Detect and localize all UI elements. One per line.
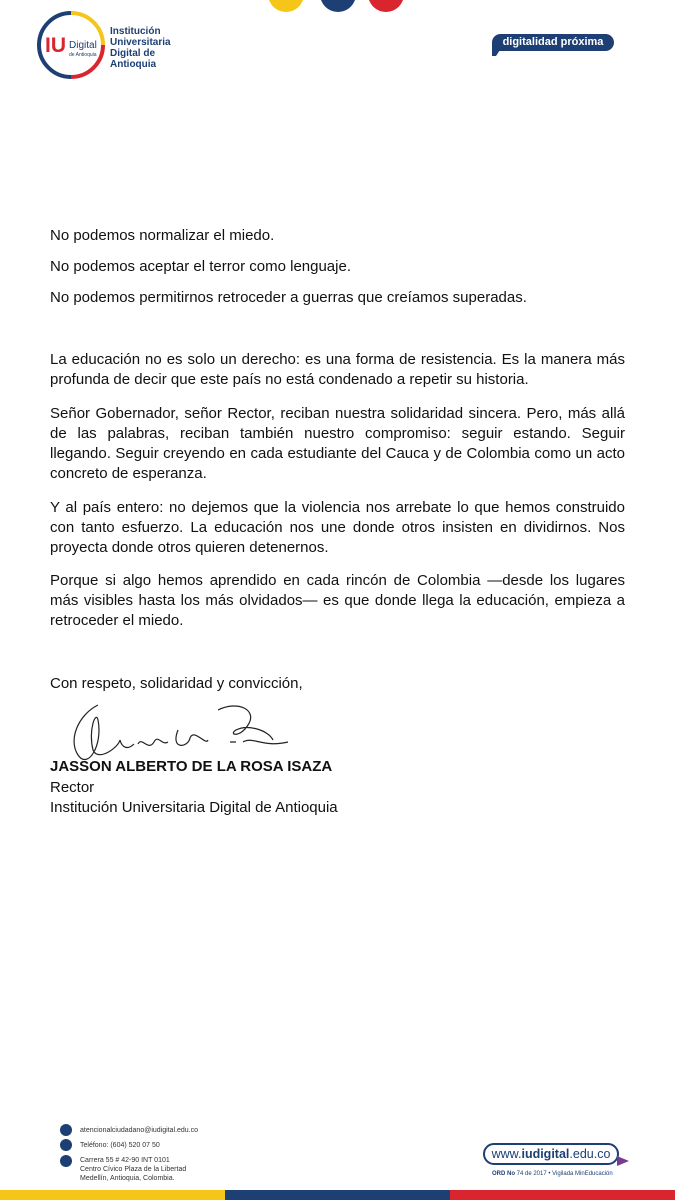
institution-line: Institución: [110, 26, 161, 37]
email-icon: [60, 1124, 72, 1136]
web-suffix: .edu.co: [569, 1147, 611, 1161]
top-blue-dot: [320, 0, 356, 12]
institution-line: Antioquia: [110, 59, 157, 70]
iu-digital-logo: [36, 10, 106, 80]
signer-institution: Institución Universitaria Digital de Antioquia: [50, 799, 338, 816]
institution-name: [110, 26, 171, 70]
institution-line: Digital de: [110, 48, 156, 59]
paragraph-2: Señor Gobernador, señor Rector, reciban nuestra solidaridad sincera. Pero, más allá de las palabras, reciban también nuestro compromiso: seguir estando. Seguir llegando. Seguir creyendo en cada estudiante del Cauca y de Colombia como un acto concreto de esperanza.: [50, 405, 625, 482]
footer-address-2: Centro Cívico Plaza de la Libertad: [80, 1166, 187, 1173]
website-link[interactable]: [483, 1143, 619, 1165]
ord-bold: ORD No: [492, 1171, 515, 1177]
digitalidad-badge: digitalidad próxima: [492, 34, 614, 51]
logo-mark: IU: [45, 34, 66, 57]
top-yellow-dot: [268, 0, 304, 12]
logo-word: Digital: [69, 40, 97, 51]
letter-line-1: No podemos normalizar el miedo.: [50, 227, 275, 244]
bottom-bar-yellow: [0, 1190, 225, 1200]
paragraph-4: Porque si algo hemos aprendido en cada rincón de Colombia —desde los lugares más visibles hasta los más olvidados— es que donde llega la educación, empieza a retroceder el miedo.: [50, 572, 625, 629]
badge-tail: [492, 47, 502, 56]
web-tail: [617, 1156, 629, 1166]
location-icon: [60, 1155, 72, 1167]
footer-address-3: Medellín, Antioquia, Colombia.: [80, 1175, 175, 1182]
ord-rest: 74 de 2017 • Vigilada MinEducación: [515, 1171, 613, 1177]
ord-note: [492, 1171, 613, 1177]
letter-line-3: No podemos permitirnos retroceder a guerras que creíamos superadas.: [50, 289, 527, 306]
closing-line: Con respeto, solidaridad y convicción,: [50, 675, 303, 692]
footer-email: atencionalciudadano@iudigital.edu.co: [80, 1127, 199, 1134]
footer-address-1: Carrera 55 # 42-90 INT 0101: [80, 1157, 170, 1164]
logo-sub: de Antioquia: [69, 52, 97, 58]
bottom-bar-red: [450, 1190, 675, 1200]
web-prefix: www.: [491, 1147, 522, 1161]
signer-name: JASSON ALBERTO DE LA ROSA ISAZA: [50, 758, 333, 775]
top-red-dot: [368, 0, 404, 12]
bottom-bar-blue: [225, 1190, 450, 1200]
signer-role: Rector: [50, 779, 95, 796]
phone-icon: [60, 1139, 72, 1151]
paragraph-3: Y al país entero: no dejemos que la violencia nos arrebate lo que hemos construido con tanto esfuerzo. La educación nos une donde otros insisten en dividirnos. Nos proyecta donde otros quieren detenernos.: [50, 499, 625, 556]
letter-line-2: No podemos aceptar el terror como lenguaje.: [50, 258, 351, 275]
paragraph-1: La educación no es solo un derecho: es una forma de resistencia. Es la manera más profunda de decir que este país no está condenado a repetir su historia.: [50, 351, 625, 388]
web-bold: iudigital: [521, 1147, 570, 1161]
institution-line: Universitaria: [110, 37, 171, 48]
footer-phone: Teléfono: (604) 520 07 50: [80, 1142, 160, 1149]
